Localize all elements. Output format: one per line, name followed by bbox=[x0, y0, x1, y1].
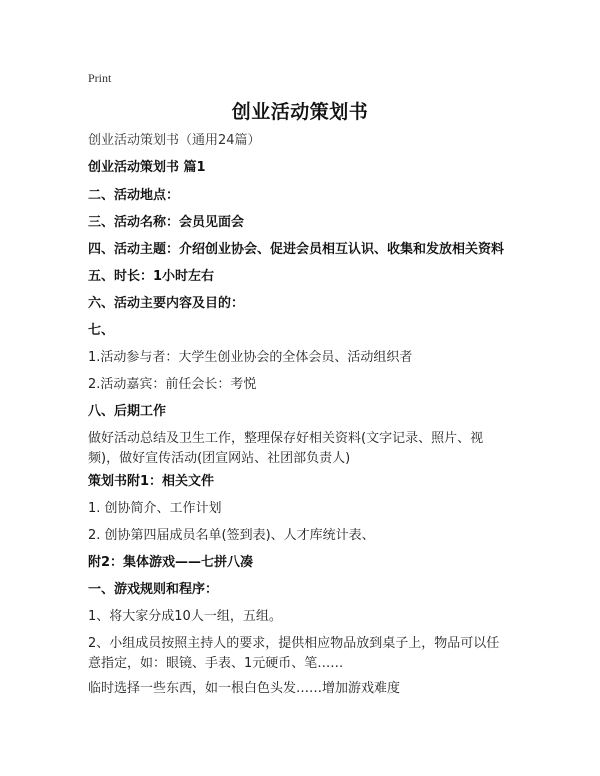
list-item-items: 2、小组成员按照主持人的要求，提供相应物品放到桌子上，物品可以任意指定，如：眼镜、手表、1元硬币、笔…… bbox=[88, 636, 500, 671]
section-heading-plan-1: 创业活动策划书 篇1 bbox=[88, 160, 206, 175]
paragraph-guests: 2.活动嘉宾：前任会长：考悦 bbox=[88, 377, 257, 392]
section-heading-seven: 七、 bbox=[88, 323, 115, 338]
list-item-member-list: 2. 创协第四届成员名单(签到表)、人才库统计表、 bbox=[88, 528, 375, 543]
section-heading-content: 六、活动主要内容及目的： bbox=[88, 296, 245, 311]
list-item-grouping: 1、将大家分成10人一组，五组。 bbox=[88, 609, 282, 624]
paragraph-followup: 做好活动总结及卫生工作，整理保存好相关资料(文字记录、照片、视频)，做好宣传活动(团宣网站、社团部负责人) bbox=[88, 431, 484, 466]
paragraph-difficulty: 临时选择一些东西，如一根白色头发……增加游戏难度 bbox=[88, 681, 401, 696]
list-item-intro: 1. 创协简介、工作计划 bbox=[88, 501, 222, 516]
section-heading-duration: 五、时长：1小时左右 bbox=[88, 269, 215, 284]
paragraph-participants: 1.活动参与者：大学生创业协会的全体会员、活动组织者 bbox=[88, 350, 413, 365]
section-heading-theme: 四、活动主题：介绍创业协会、促进会员相互认识、收集和发放相关资料 bbox=[88, 242, 505, 257]
document-subtitle: 创业活动策划书（通用24篇） bbox=[88, 133, 261, 148]
section-heading-location: 二、活动地点： bbox=[88, 188, 180, 203]
section-heading-followup: 八、后期工作 bbox=[88, 404, 167, 419]
section-heading-name: 三、活动名称：会员见面会 bbox=[88, 215, 245, 230]
document-title: 创业活动策划书 bbox=[231, 101, 369, 123]
section-heading-attachment-2: 附2：集体游戏——七拼八凑 bbox=[88, 555, 254, 570]
print-label: Print bbox=[88, 71, 112, 85]
section-heading-attachment-1: 策划书附1：相关文件 bbox=[88, 474, 215, 489]
section-heading-game-rules: 一、游戏规则和程序： bbox=[88, 582, 219, 597]
